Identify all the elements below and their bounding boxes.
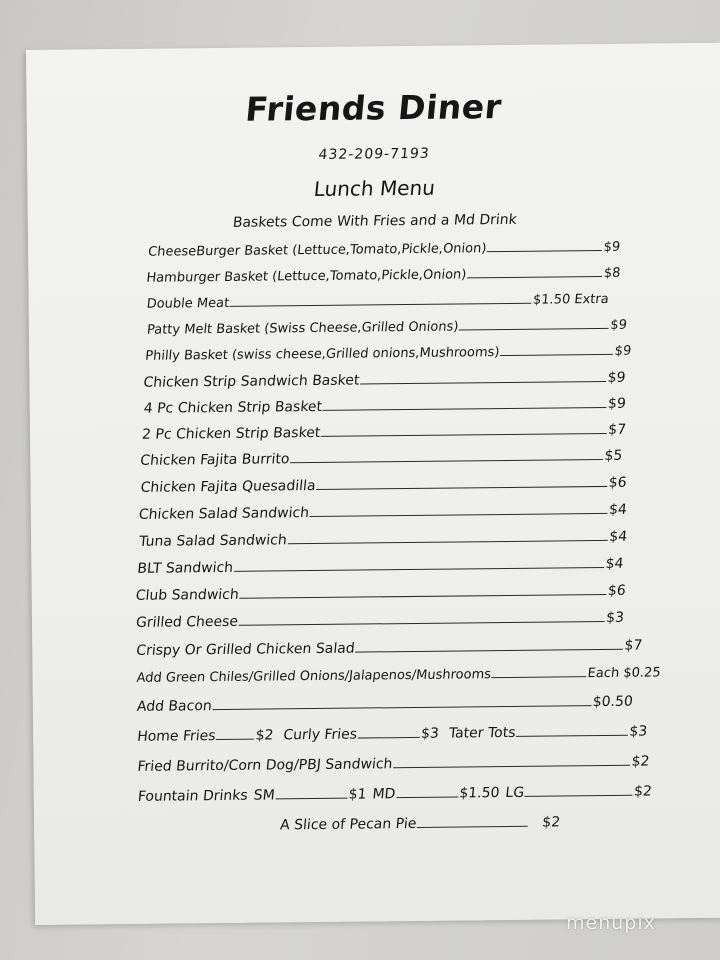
item-name: Hamburger Basket (Lettuce,Tomato,Pickle,Onion) xyxy=(145,267,468,286)
item-price: $2 xyxy=(541,814,561,831)
leader-line xyxy=(290,459,603,463)
item-name: Tuna Salad Sandwich xyxy=(138,532,288,550)
menu-item xyxy=(136,665,661,686)
menu-item xyxy=(136,638,643,659)
leader-line xyxy=(492,676,587,678)
leader-line xyxy=(275,798,347,800)
drink-md-price: $1.50 xyxy=(458,785,501,802)
menu-item xyxy=(279,814,560,833)
menu-item xyxy=(140,448,623,469)
menu-item xyxy=(141,422,626,443)
tater-tots-label: Tater Tots xyxy=(448,724,517,742)
drinks-row xyxy=(137,783,652,804)
item-price: $4 xyxy=(608,501,628,518)
item-name: Chicken Fajita Burrito xyxy=(139,451,291,469)
drink-size-md: MD xyxy=(371,786,397,803)
drinks-label: Fountain Drinks xyxy=(137,787,249,805)
drink-sm-price: $1 xyxy=(347,786,368,803)
menu-item xyxy=(147,240,620,260)
item-price: $9 xyxy=(609,317,628,333)
leader-line xyxy=(239,594,606,599)
menu-subtitle: Lunch Menu xyxy=(312,175,437,202)
leader-line xyxy=(234,567,605,572)
watermark-logo: menupix xyxy=(566,912,656,934)
item-price: $2 xyxy=(630,753,651,770)
item-name: Grilled Cheese xyxy=(135,613,239,631)
item-price: $6 xyxy=(607,474,628,491)
drink-lg-price: $2 xyxy=(633,783,653,800)
menu-item xyxy=(146,318,627,338)
leader-line xyxy=(525,795,633,797)
leader-line xyxy=(360,381,606,385)
leader-line xyxy=(396,797,458,799)
item-name: Chicken Strip Sandwich Basket xyxy=(142,372,361,391)
home-fries-label: Home Fries xyxy=(136,728,217,745)
item-price: $8 xyxy=(603,265,622,281)
drink-size-sm: SM xyxy=(252,787,276,804)
phone-number: 432-209-7193 xyxy=(317,145,431,163)
leader-line xyxy=(355,649,623,653)
leader-line xyxy=(287,540,608,544)
menu-item xyxy=(146,266,621,286)
item-name: BLT Sandwich xyxy=(136,559,234,577)
leader-line xyxy=(500,354,613,356)
item-name: Chicken Fajita Quesadilla xyxy=(139,477,317,496)
tater-tots-price: $3 xyxy=(628,723,648,740)
item-price: $9 xyxy=(607,395,627,412)
leader-line xyxy=(417,826,528,828)
leader-line xyxy=(323,407,607,411)
item-name: CheeseBurger Basket (Lettuce,Tomato,Pickle,Onion) xyxy=(147,241,488,260)
item-name: Double Meat xyxy=(145,295,230,312)
menu-sheet xyxy=(26,43,720,925)
item-name: Add Bacon xyxy=(136,698,213,715)
leader-line xyxy=(487,250,602,252)
item-name: Club Sandwich xyxy=(134,586,240,604)
item-name: A Slice of Pecan Pie xyxy=(279,815,418,834)
leader-line xyxy=(212,705,591,710)
drink-size-lg: LG xyxy=(504,784,525,802)
restaurant-title: Friends Diner xyxy=(243,87,504,129)
item-name: Chicken Salad Sandwich xyxy=(138,505,310,523)
menu-item xyxy=(138,502,627,523)
leader-line xyxy=(321,433,607,437)
item-name: Patty Melt Basket (Swiss Cheese,Grilled Onions) xyxy=(146,319,460,338)
item-price: $7 xyxy=(623,637,644,654)
menu-item xyxy=(140,475,627,496)
sides-row xyxy=(136,724,647,745)
leader-line xyxy=(310,513,608,517)
item-price: $4 xyxy=(604,555,625,572)
basket-note: Baskets Come With Fries and a Md Drink xyxy=(232,211,518,231)
menu-item xyxy=(146,292,609,312)
menu-item xyxy=(138,529,627,550)
item-price: $0.50 xyxy=(592,693,634,711)
item-price: $1.50 Extra xyxy=(532,291,610,308)
item-name: Fried Burrito/Corn Dog/PBJ Sandwich xyxy=(136,756,394,775)
leader-line xyxy=(467,276,603,278)
item-price: $9 xyxy=(606,369,627,386)
curly-fries-label: Curly Fries xyxy=(282,726,358,744)
menu-item xyxy=(137,754,650,775)
menu-item xyxy=(145,344,632,364)
menu-item xyxy=(135,583,626,604)
leader-line xyxy=(316,486,607,490)
item-price: Each $0.25 xyxy=(586,665,662,682)
menu-item xyxy=(143,396,626,417)
curly-fries-price: $3 xyxy=(420,725,440,742)
leader-line xyxy=(459,328,609,331)
home-fries-price: $2 xyxy=(254,727,275,744)
leader-line xyxy=(216,739,254,740)
menu-item xyxy=(135,610,624,631)
leader-line xyxy=(230,303,532,307)
leader-line xyxy=(516,735,628,737)
item-name: Crispy Or Grilled Chicken Salad xyxy=(135,640,356,659)
item-price: $9 xyxy=(602,239,621,255)
item-name: 2 Pc Chicken Strip Basket xyxy=(141,424,322,443)
leader-line xyxy=(239,621,605,626)
item-name: Add Green Chiles/Grilled Onions/Jalapenos/Mushrooms xyxy=(135,667,492,686)
item-price: $7 xyxy=(607,421,627,438)
item-price: $9 xyxy=(613,343,632,359)
leader-line xyxy=(358,737,420,739)
item-price: $3 xyxy=(605,609,625,626)
menu-item xyxy=(136,694,633,715)
item-price: $5 xyxy=(603,447,624,464)
menu-item xyxy=(143,370,626,391)
leader-line xyxy=(393,765,630,768)
item-name: Philly Basket (swiss cheese,Grilled onions,Mushrooms) xyxy=(144,345,501,364)
item-price: $4 xyxy=(608,528,628,545)
item-price: $6 xyxy=(607,582,627,599)
item-name: 4 Pc Chicken Strip Basket xyxy=(143,398,323,417)
menu-item xyxy=(137,556,624,577)
